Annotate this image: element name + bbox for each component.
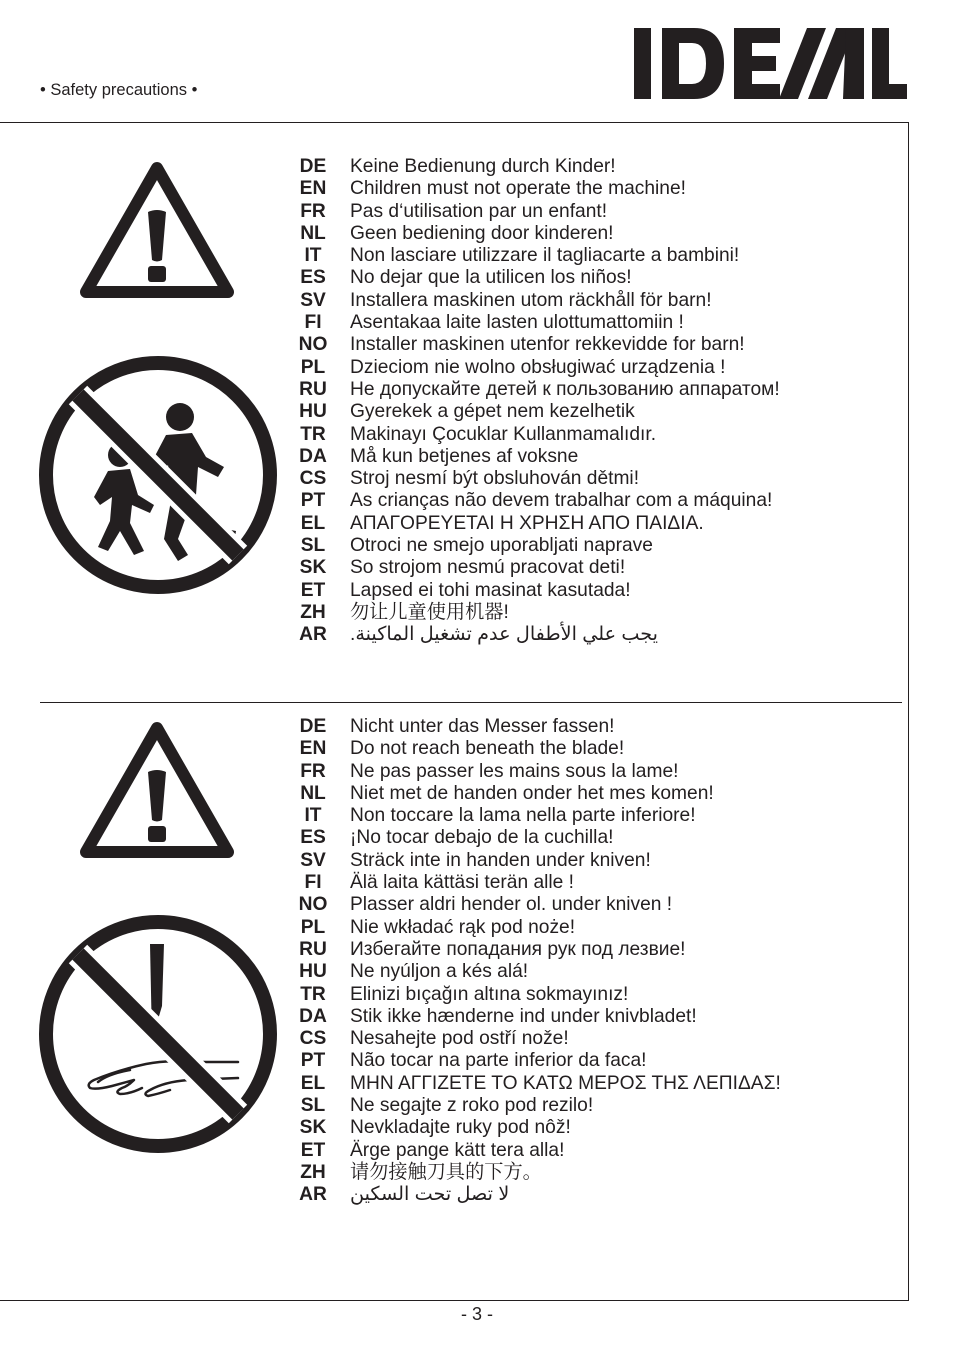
list-item <box>296 223 896 245</box>
list-item <box>296 783 896 805</box>
language-code: RU <box>299 938 327 960</box>
language-code: SL <box>300 1095 326 1117</box>
warning-text: Makinayı Çocuklar Kullanmamalıdır. <box>350 423 657 445</box>
list-item <box>296 827 896 849</box>
warning-text: ¡No tocar debajo de la cuchilla! <box>350 827 614 849</box>
list-item <box>296 1184 896 1206</box>
warning-text: Niet met de handen onder het mes komen! <box>350 782 714 804</box>
list-item <box>296 401 896 423</box>
list-item <box>296 917 896 939</box>
warning-text: Installer maskinen utenfor rekkevidde for barn! <box>350 334 745 356</box>
language-code: SV <box>300 289 326 311</box>
warning-text: So strojom nesmú pracovat deti! <box>350 557 626 579</box>
list-item <box>296 357 896 379</box>
language-code: FI <box>304 872 322 894</box>
language-code: NO <box>298 894 328 916</box>
warning-text: Ne pas passer les mains sous la lame! <box>350 760 679 782</box>
language-code: IT <box>304 245 322 267</box>
language-code: EL <box>300 512 326 534</box>
language-code: SK <box>299 1117 327 1139</box>
list-item <box>296 805 896 827</box>
list-item <box>296 201 896 223</box>
list-item <box>296 379 896 401</box>
language-code: FI <box>304 312 322 334</box>
header-divider <box>0 122 909 123</box>
warning-text: Nie wkładać rąk pod noże! <box>350 916 576 938</box>
language-code: SL <box>300 535 326 557</box>
list-item <box>296 535 896 557</box>
list-item <box>296 580 896 602</box>
warning-text: يجب علي الأطفال عدم تشغيل الماكينة. <box>350 624 658 646</box>
list-item <box>296 961 896 983</box>
language-code: NL <box>300 782 326 804</box>
warning-text: Do not reach beneath the blade! <box>350 738 625 760</box>
section-label: • Safety precautions • <box>40 81 198 99</box>
warning-text: لا تصل تحت السكين <box>350 1184 510 1206</box>
warning-text: Children must not operate the machine! <box>350 178 686 200</box>
language-code: ZH <box>300 601 326 623</box>
list-item <box>296 1140 896 1162</box>
warning-text: Plasser aldri hender ol. under kniven ! <box>350 894 673 916</box>
list-item <box>296 245 896 267</box>
warning-text: Ärge pange kätt tera alla! <box>350 1139 565 1161</box>
list-item <box>296 468 896 490</box>
list-item <box>296 312 896 334</box>
warning-text: Må kun betjenes af voksne <box>350 445 579 467</box>
language-code: PL <box>300 916 326 938</box>
list-item <box>296 716 896 738</box>
warning-text: ΜΗΝ ΑΓΓΙΖΕΤΕ ΤΟ ΚΑΤΩ ΜΕΡΟΣ ΤΗΣ ΛΕΠΙΔΑΣ! <box>350 1072 781 1094</box>
warning-text: Nicht unter das Messer fassen! <box>350 716 615 737</box>
language-code: DA <box>299 1005 327 1027</box>
right-border <box>908 122 909 1301</box>
page-number: - 3 - <box>460 1304 493 1324</box>
language-code: AR <box>299 624 327 646</box>
language-code: CS <box>299 1028 327 1050</box>
warning-text: Pas d‘utilisation par un enfant! <box>350 200 608 222</box>
warning-text: 勿让儿童使用机器! <box>350 601 509 623</box>
warning-text: Keine Bedienung durch Kinder! <box>350 156 616 177</box>
language-code: TR <box>300 983 326 1005</box>
warning-triangle-icon <box>78 718 236 862</box>
warning-text: Избегайте попадания рук под лезвие! <box>350 938 686 960</box>
warning-text: Stroj nesmí být obsluhován dětmi! <box>350 468 640 490</box>
list-item <box>296 267 896 289</box>
list-item <box>296 939 896 961</box>
language-code: DE <box>299 156 327 177</box>
warning-text: Otroci ne smejo uporabljati naprave <box>350 535 653 557</box>
language-code: FR <box>300 200 326 222</box>
warning-text: As crianças não devem trabalhar com a máquina! <box>350 490 773 512</box>
list-item <box>296 850 896 872</box>
warning-text: Älä laita kättäsi terän alle ! <box>350 872 574 894</box>
warning-text: ΑΠΑΓΟΡΕΥΕΤΑΙ Η ΧΡΗΣΗ ΑΠΟ ΠΑΙΔΙΑ. <box>350 512 704 534</box>
list-item <box>296 490 896 512</box>
list-item <box>296 1006 896 1028</box>
language-code: EN <box>299 178 327 200</box>
language-code: IT <box>304 805 322 827</box>
language-code: NO <box>298 334 328 356</box>
footer-divider <box>0 1300 909 1301</box>
language-code: ZH <box>300 1161 326 1183</box>
language-code: DA <box>299 445 327 467</box>
language-code: HU <box>299 401 327 423</box>
language-code: PT <box>300 490 326 512</box>
language-code: FR <box>300 760 326 782</box>
warning-text: Stik ikke hænderne ind under knivbladet! <box>350 1005 697 1027</box>
list-item <box>296 1073 896 1095</box>
language-code: CS <box>299 468 327 490</box>
list-item <box>296 1162 896 1184</box>
list-item <box>296 1050 896 1072</box>
list-item <box>296 513 896 535</box>
list-item <box>296 1095 896 1117</box>
section-children <box>296 156 896 647</box>
language-code: SV <box>300 849 326 871</box>
warning-text: Nevkladajte ruky pod nôž! <box>350 1117 571 1139</box>
language-code: HU <box>299 961 327 983</box>
section-blade <box>296 716 896 1207</box>
language-code: EL <box>300 1072 326 1094</box>
language-code: NL <box>300 222 326 244</box>
list-item <box>296 1117 896 1139</box>
list-item <box>296 334 896 356</box>
language-code: TR <box>300 423 326 445</box>
warning-text: Ne segajte z roko pod rezilo! <box>350 1095 594 1117</box>
language-code: DE <box>299 716 327 737</box>
list-item <box>296 872 896 894</box>
list-item <box>296 602 896 624</box>
list-item <box>296 290 896 312</box>
no-children-icon <box>38 355 278 595</box>
warning-text: Asentakaa laite lasten ulottumattomiin ! <box>350 312 684 334</box>
language-code: PT <box>300 1050 326 1072</box>
list-item <box>296 738 896 760</box>
language-code: ES <box>300 267 326 289</box>
language-code: SK <box>299 557 327 579</box>
language-code: AR <box>299 1184 327 1206</box>
language-code: EN <box>299 738 327 760</box>
warning-text: Sträck inte in handen under kniven! <box>350 849 651 871</box>
list-item <box>296 156 896 178</box>
section-divider <box>40 702 902 703</box>
warning-text: Non lasciare utilizzare il tagliacarte a bambini! <box>350 245 740 267</box>
warning-text: Elinizi bıçağın altına sokmayınız! <box>350 983 629 1005</box>
list-item <box>296 1028 896 1050</box>
language-code: ET <box>300 1139 326 1161</box>
warning-text: Nesahejte pod ostří nože! <box>350 1028 569 1050</box>
warning-text: Lapsed ei tohi masinat kasutada! <box>350 579 631 601</box>
warning-text: Non toccare la lama nella parte inferiore! <box>350 805 696 827</box>
list-item <box>296 624 896 646</box>
list-item <box>296 424 896 446</box>
list-item <box>296 557 896 579</box>
warning-triangle-icon <box>78 158 236 302</box>
warning-text: Não tocar na parte inferior da faca! <box>350 1050 647 1072</box>
language-code: RU <box>299 378 327 400</box>
ideal-logo <box>634 28 908 100</box>
list-item <box>296 894 896 916</box>
warning-text: 请勿接触刀具的下方。 <box>350 1161 542 1183</box>
warning-text: Installera maskinen utom räckhåll för barn! <box>350 289 712 311</box>
language-code: ET <box>300 579 326 601</box>
list-item <box>296 984 896 1006</box>
list-item <box>296 761 896 783</box>
warning-text: No dejar que la utilicen los niños! <box>350 267 632 289</box>
list-item <box>296 446 896 468</box>
warning-text: Geen bediening door kinderen! <box>350 222 614 244</box>
warning-text: Dzieciom nie wolno obsługiwać urządzenia ! <box>350 356 726 378</box>
warning-text: Ne nyúljon a kés alá! <box>350 961 529 983</box>
warning-text: Gyerekek a gépet nem kezelhetik <box>350 401 635 423</box>
warning-text: Не допускайте детей к пользованию аппаратом! <box>350 378 780 400</box>
no-hand-under-blade-icon <box>38 914 278 1154</box>
list-item <box>296 178 896 200</box>
language-code: PL <box>300 356 326 378</box>
language-code: ES <box>300 827 326 849</box>
